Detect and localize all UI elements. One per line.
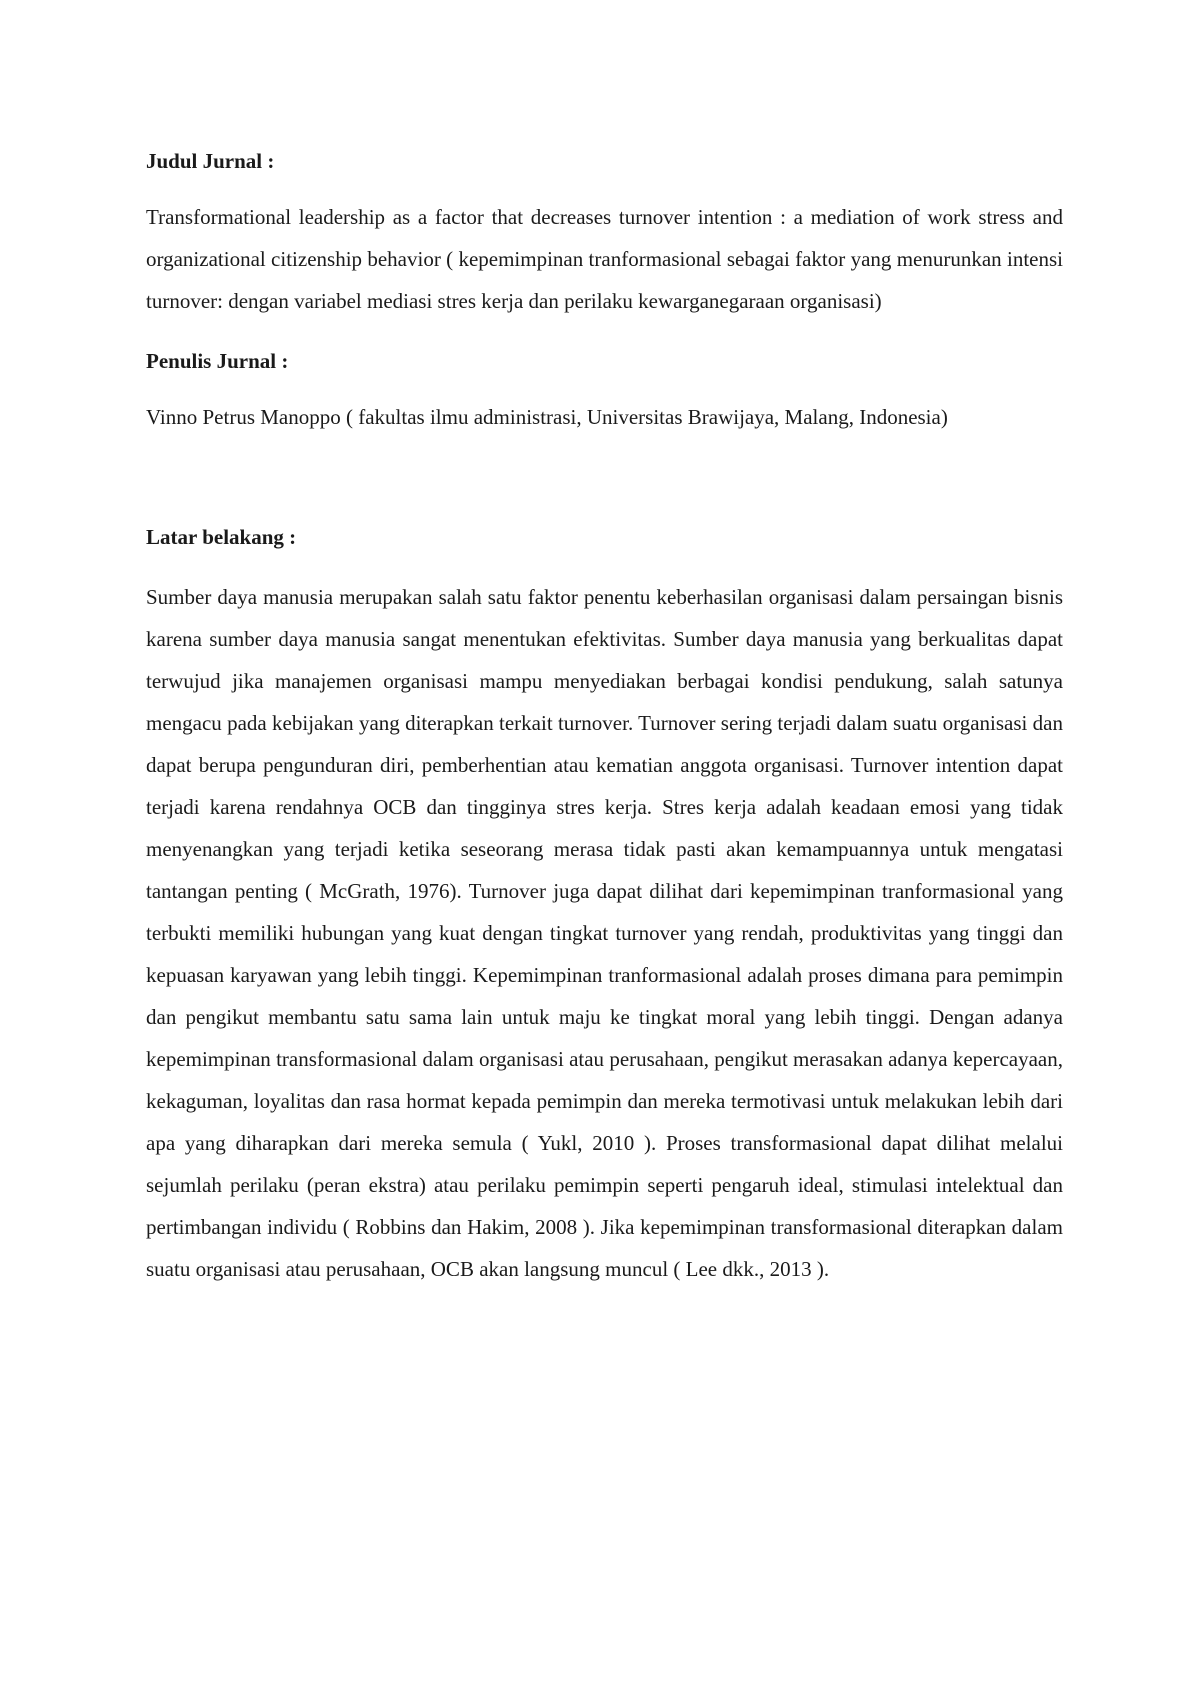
- penulis-text: Vinno Petrus Manoppo ( fakultas ilmu administrasi, Universitas Brawijaya, Malang, Indonesia): [146, 405, 948, 429]
- latar-heading: Latar belakang :: [146, 525, 297, 549]
- judul-heading: Judul Jurnal :: [146, 149, 275, 173]
- penulis-heading: Penulis Jurnal :: [146, 349, 289, 373]
- latar-text: Sumber daya manusia merupakan salah satu faktor penentu keberhasilan organisasi dalam persaingan bisnis karena sumber daya manusia sangat menentukan efektivitas. Sumber daya manusia yang berkualitas dapat terwujud jika manajemen organisasi mampu menyediakan berbagai kondisi pendukung, salah satunya mengacu pada kebijakan yang diterapkan terkait turnover. Turnover sering terjadi dalam suatu organisasi dan dapat berupa pengunduran diri, pemberhentian atau kematian anggota organisasi. Turnover intention dapat terjadi karena rendahnya OCB dan tingginya stres kerja. Stres kerja adalah keadaan emosi yang tidak menyenangkan yang terjadi ketika seseorang merasa tidak pasti akan kemampuannya untuk mengatasi tantangan penting ( McGrath, 1976). Turnover juga dapat dilihat dari kepemimpinan tranformasional yang terbukti memiliki hubungan yang kuat dengan tingkat turnover yang rendah, produktivitas yang tinggi dan kepuasan karyawan yang lebih tinggi. Kepemimpinan tranformasional adalah proses dimana para pemimpin dan pengikut membantu satu sama lain untuk maju ke tingkat moral yang lebih tinggi. Dengan adanya kepemimpinan transformasional dalam organisasi atau perusahaan, pengikut merasakan adanya kepercayaan, kekaguman, loyalitas dan rasa hormat kepada pemimpin dan mereka termotivasi untuk melakukan lebih dari apa yang diharapkan dari mereka semula ( Yukl, 2010 ). Proses transformasional dapat dilihat melalui sejumlah perilaku (peran ekstra) atau perilaku pemimpin seperti pengaruh ideal, stimulasi intelektual dan pertimbangan individu ( Robbins dan Hakim, 2008 ). Jika kepemimpinan transformasional diterapkan dalam suatu organisasi atau perusahaan, OCB akan langsung muncul ( Lee dkk., 2013 ).: [146, 585, 1063, 1281]
- judul-text: Transformational leadership as a factor that decreases turnover intention : a mediation of work stress and organizational citizenship behavior ( kepemimpinan tranformasional sebagai faktor yang menurunkan intensi turnover: dengan variabel mediasi stres kerja dan perilaku kewarganegaraan organisasi): [146, 205, 1063, 313]
- document-content: [146, 144, 1063, 1290]
